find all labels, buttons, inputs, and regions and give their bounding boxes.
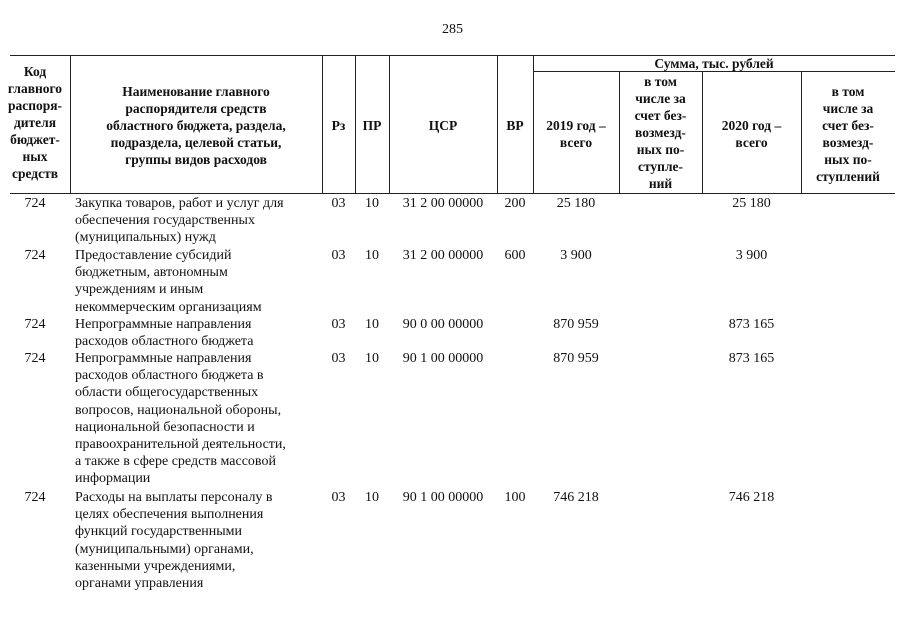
cell-pr: 10 <box>365 351 379 366</box>
header-incl-2019: в том числе за счет без- возмезд- ных по- ступле- ний <box>634 74 687 191</box>
cell-2019: 870 959 <box>553 351 599 366</box>
cell-kod: 724 <box>24 490 46 505</box>
cell-pr: 10 <box>365 317 379 332</box>
header-2020: 2020 год – всего <box>721 118 782 150</box>
cell-csr: 90 1 00 00000 <box>402 351 484 366</box>
cell-2019: 870 959 <box>553 317 599 332</box>
cell-name: Предоставление субсидий бюджетным, автономным учреждениям и иным некоммерческим организациям <box>75 248 262 315</box>
cell-rz: 03 <box>331 196 346 211</box>
header-name: Наименование главного распорядителя средств областного бюджета, раздела, подраздела, целевой статьи, группы видов расходов <box>106 84 286 167</box>
cell-name: Расходы на выплаты персоналу в целях обеспечения выполнения функций государственными (муниципальными) органами, казенными учреждениями, органами управления <box>75 490 273 592</box>
header-csr: ЦСР <box>428 118 458 133</box>
header-bottom-border <box>10 193 895 194</box>
cell-vr: 100 <box>504 490 526 505</box>
cell-2020: 3 900 <box>735 248 768 263</box>
cell-rz: 03 <box>331 317 346 332</box>
cell-kod: 724 <box>24 351 46 366</box>
header-summa: Сумма, тыс. рублей <box>654 56 774 71</box>
cell-kod: 724 <box>24 196 46 211</box>
header-incl-2020: в том числе за счет без- возмезд- ных по- ступлений <box>816 84 880 184</box>
header-kod: Код главного распоря- дителя бюджет- ных средств <box>7 64 63 181</box>
cell-vr: 200 <box>504 196 526 211</box>
cell-csr: 90 1 00 00000 <box>402 490 484 505</box>
cell-2020: 873 165 <box>728 351 775 366</box>
cell-name: Закупка товаров, работ и услуг для обеспечения государственных (муниципальных) нужд <box>75 196 284 246</box>
cell-csr: 31 2 00 00000 <box>402 248 484 263</box>
cell-2019: 25 180 <box>556 196 596 211</box>
cell-pr: 10 <box>365 248 379 263</box>
header-2019: 2019 год – всего <box>546 118 606 150</box>
cell-name: Непрограммные направления расходов областного бюджета в области общегосударственных вопросов, национальной обороны, национальной безопасности и правоохранительной деятельности, а также в сфере средств массовой информации <box>75 351 286 487</box>
cell-2020: 873 165 <box>728 317 775 332</box>
page-number: 285 <box>442 22 463 37</box>
cell-pr: 10 <box>365 490 379 505</box>
cell-rz: 03 <box>331 248 346 263</box>
cell-2019: 746 218 <box>553 490 599 505</box>
cell-csr: 90 0 00 00000 <box>402 317 484 332</box>
cell-rz: 03 <box>331 490 346 505</box>
cell-2020: 746 218 <box>728 490 775 505</box>
header-vr: ВР <box>506 118 524 133</box>
header-rz: Рз <box>331 118 346 133</box>
cell-2019: 3 900 <box>560 248 592 263</box>
cell-kod: 724 <box>24 248 46 263</box>
header-pr: ПР <box>362 118 382 133</box>
cell-rz: 03 <box>331 351 346 366</box>
cell-vr: 600 <box>504 248 526 263</box>
cell-name: Непрограммные направления расходов областного бюджета <box>75 317 254 350</box>
cell-kod: 724 <box>24 317 46 332</box>
cell-2020: 25 180 <box>732 196 771 211</box>
cell-pr: 10 <box>365 196 379 211</box>
cell-csr: 31 2 00 00000 <box>402 196 484 211</box>
